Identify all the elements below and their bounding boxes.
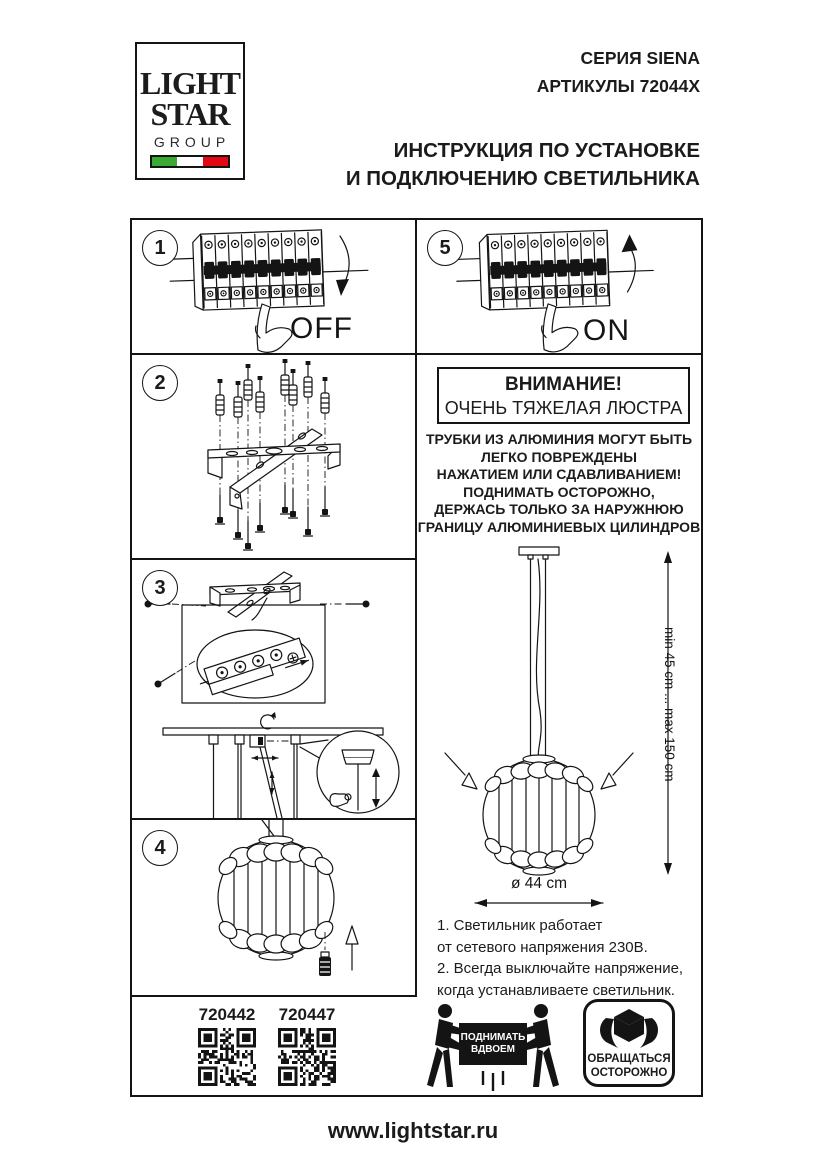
panel-step-4 [132,820,417,997]
italian-flag-bar [150,155,230,168]
step-number-badge: 5 [427,230,463,266]
note-line: от сетевого напряжения 230В. [437,938,648,956]
flag-white-segment [177,157,202,166]
warning-line: ЛЕГКО ПОВРЕЖДЕНЫ [481,448,637,465]
warning-line: НАЖАТИЕМ ИЛИ СДАВЛИВАНИЕМ! [436,466,682,482]
doc-title-line1: ИНСТРУКЦИЯ ПО УСТАНОВКЕ [393,139,700,162]
warning-text [417,431,701,536]
qr-code [278,1028,336,1086]
note-line: 2. Всегда выключайте напряжение, [437,960,684,977]
arrow-down-icon [336,236,349,296]
panel-step-5 [417,220,701,355]
step-number-badge: 2 [142,365,178,401]
breaker-panel [169,228,370,311]
header [346,44,700,193]
step-number-badge: 1 [142,230,178,266]
care-caption-line2: ОСТОРОЖНО [590,1066,668,1079]
warning-box [437,367,690,424]
off-label: OFF [290,312,353,345]
hands-holding-box-icon [590,1008,668,1050]
diameter-label: ø 44 cm [511,875,567,892]
handle-with-care-icon [583,999,675,1087]
sphere-shade [216,836,336,960]
care-caption [587,1053,670,1080]
qr-row [197,1005,337,1086]
lift-caption-line2: ВДВОЕМ [471,1044,515,1055]
diameter-dimension-arrow [475,899,603,907]
panel-qr-codes [132,997,417,1095]
chandelier-drawing [417,541,701,913]
chandelier-dimensions-figure [417,541,701,913]
ceiling-bracket [210,572,300,617]
step-number-badge: 3 [142,570,178,606]
sphere-shade [482,755,595,875]
care-caption-line1: ОБРАЩАТЬСЯ [587,1053,671,1065]
arrow-up-icon [622,234,638,292]
panel-step-3 [132,560,417,820]
lift-caption-box [459,1023,527,1065]
note-line: когда устанавливаете светильник. [437,981,675,999]
article-number-label: 720447 [278,1005,336,1024]
logo-word-light: LIGHT [140,65,240,101]
panel-step-1 [132,220,417,355]
notes [437,915,683,1001]
pointing-hand-icon [256,304,293,352]
qr-code [198,1028,256,1086]
logo-word-group: GROUP [153,134,231,150]
warning-line: ДЕРЖАСЬ ТОЛЬКО ЗА НАРУЖНЮЮ [434,501,684,517]
website-url: www.lightstar.ru [327,1118,499,1143]
instruction-grid [130,218,703,1097]
canopy-box [182,598,325,703]
qr-item [277,1005,337,1086]
warning-subtitle: ОЧЕНЬ ТЯЖЕЛАЯ ЛЮСТРА [444,397,683,418]
warning-line: ПОДНИМАТЬ ОСТОРОЖНО, [463,483,655,500]
logo-word-star: STAR [150,96,230,132]
article-numbers: АРТИКУЛЫ 72044X [536,76,700,96]
breaker-panel [455,229,654,311]
panel-warning-and-dimensions [417,355,701,1095]
warning-line: ТРУБКИ ИЗ АЛЮМИНИЯ МОГУТ БЫТЬ [425,431,693,447]
wall-anchors [216,359,329,417]
note-line: 1. Светильник работает [437,917,603,934]
qr-item [197,1005,257,1086]
canopy [519,547,559,760]
lift-with-two-people-icon [423,1001,563,1093]
series-name: СЕРИЯ SIENA [580,48,700,68]
on-label: ON [583,314,630,347]
height-range-label: min 45 cm ... max 150 cm [662,627,677,782]
flag-green-segment [152,157,177,166]
warning-line: ГРАНИЦУ АЛЮМИНИЕВЫХ ЦИЛИНДРОВ [417,518,701,535]
flag-red-segment [203,157,228,166]
arrow-up-icon [346,926,358,970]
cross-brackets [208,429,340,509]
panel-step-2 [132,355,417,560]
cable-adjuster-detail [300,731,399,813]
pointing-hand-icon [542,304,578,352]
doc-title-line2: И ПОДКЛЮЧЕНИЮ СВЕТИЛЬНИКА [345,167,700,190]
lift-caption-line1: ПОДНИМАТЬ [460,1032,526,1043]
step-number-badge: 4 [142,830,178,866]
lightstar-logo [135,42,245,180]
article-number-label: 720442 [198,1005,256,1024]
warning-title: ВНИМАНИЕ! [504,373,623,395]
